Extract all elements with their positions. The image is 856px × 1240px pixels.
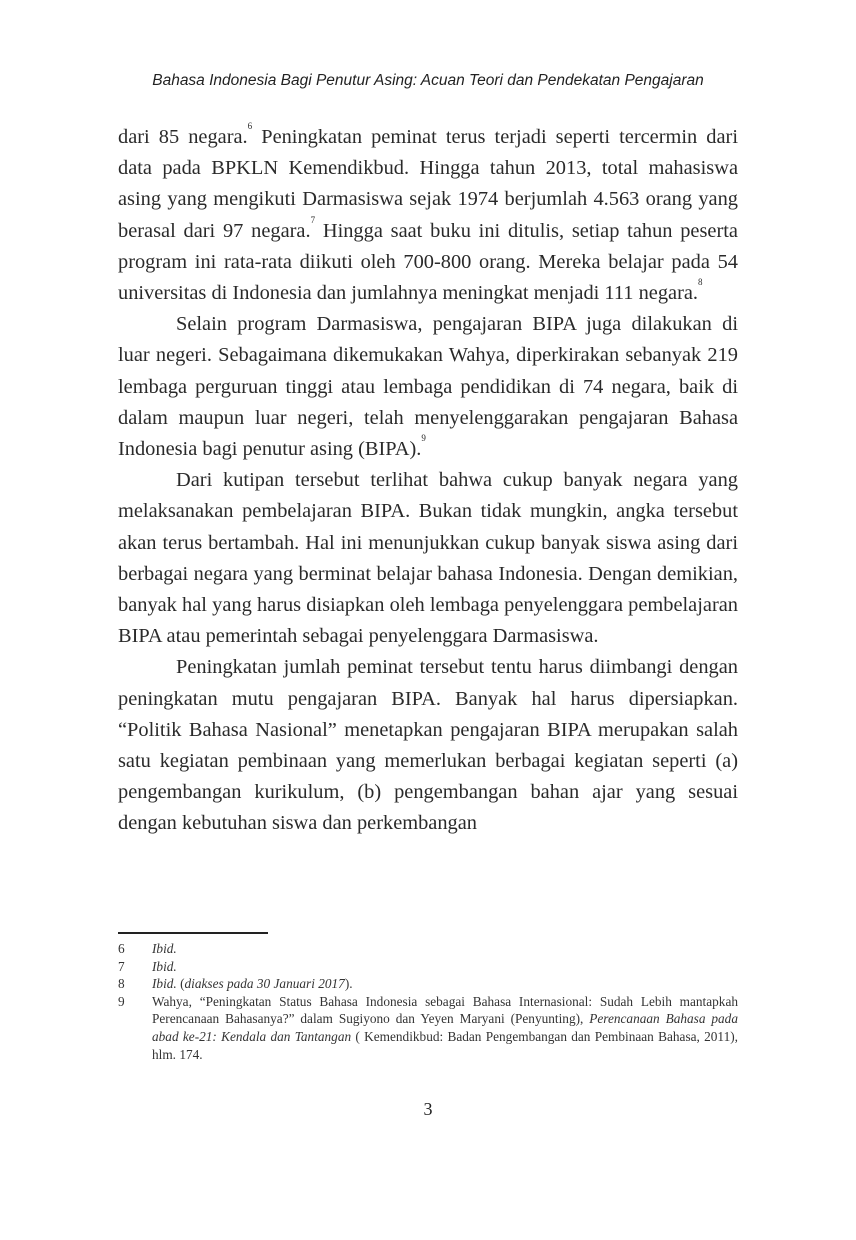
footnote xyxy=(118,958,738,976)
text-segment: Selain program Darmasiswa, pengajaran BIPA juga dilakukan di luar negeri. Sebagaimana dikemukakan Wahya, diperkirakan sebanyak 219 lembaga perguruan tinggi atau lembaga pendidikan di 74 negara, baik di dalam maupun luar negeri, telah menyelenggarakan pengajaran Bahasa Indonesia bagi penutur asing (BIPA). xyxy=(118,313,738,461)
footnote-ref: 7 xyxy=(310,214,316,225)
running-head: Bahasa Indonesia Bagi Penutur Asing: Acuan Teori dan Pendekatan Pengajaran xyxy=(152,72,704,89)
italic-text: Ibid. xyxy=(152,941,177,956)
footnote-ref: 6 xyxy=(247,121,253,131)
footnote-divider xyxy=(118,932,268,934)
italic-text: Ibid. xyxy=(152,976,177,992)
paragraph xyxy=(118,652,738,839)
italic-text: Perencanaan Bahasa pada abad ke-21: Kendala dan Tantangan xyxy=(152,1011,738,1044)
footnote xyxy=(118,993,738,1063)
text-segment: Dari kutipan tersebut terlihat bahwa cukup banyak negara yang melaksanakan pembelajaran BIPA. Bukan tidak mungkin, angka tersebut akan terus bertambah. Hal ini menunjukkan cukup banyak siswa asing dari berbagai negara yang berminat belajar bahasa Indonesia. Dengan demikian, banyak hal yang harus disiapkan oleh lembaga penyelenggara pembelajaran BIPA atau pemerintah sebagai penyelenggara Darmasiswa. xyxy=(118,469,738,648)
footnote-text xyxy=(152,993,738,1063)
paragraph xyxy=(118,465,738,652)
text-segment: ( xyxy=(176,976,185,992)
text-segment: Wahya, “Peningkatan Status Bahasa Indonesia sebagai Bahasa Internasional: Sudah Lebih mantapkah Perencanaan Bahasanya?” dalam Sugiyono dan Yeyen Maryani (Penyunting), xyxy=(152,993,738,1027)
text-segment: ( Kemendikbud: Badan Pengembangan dan Pembinaan Bahasa, 2011), hlm. 174. xyxy=(152,1028,738,1062)
italic-text: Ibid. xyxy=(152,958,177,974)
text-segment: dari 85 negara. xyxy=(118,126,248,148)
footnote-text xyxy=(152,975,738,993)
body-text xyxy=(118,122,738,840)
footnote-text xyxy=(152,958,738,976)
footnote-ref: 8 xyxy=(698,277,703,288)
text-segment: ). xyxy=(344,976,353,992)
footnote-number: 9 xyxy=(118,993,125,1009)
footnote-number: 8 xyxy=(118,976,125,992)
text-segment: Peningkatan jumlah peminat tersebut tentu harus diimbangi dengan peningkatan mutu pengajaran BIPA. Banyak hal harus dipersiapkan. “Politik Bahasa Nasional” menetapkan pengajaran BIPA merupakan salah satu kegiatan pembinaan yang memerlukan berbagai kegiatan seperti (a) pengembangan kurikulum, (b) pengembangan bahan ajar yang sesuai dengan kebutuhan siswa dan perkembangan xyxy=(118,656,738,835)
footnotes xyxy=(118,940,738,1063)
footnote-text xyxy=(152,940,738,958)
italic-text: diakses pada 30 Januari 2017 xyxy=(184,976,345,992)
paragraph xyxy=(118,309,738,465)
page-number: 3 xyxy=(423,1099,433,1119)
footnote xyxy=(118,940,738,958)
footnote-number: 7 xyxy=(118,958,125,974)
footnote-ref: 9 xyxy=(421,433,426,444)
text-segment: Hingga saat buku ini ditulis, setiap tahun peserta program ini rata-rata diikuti oleh 700-800 orang. Mereka belajar pada 54 universitas di Indonesia dan jumlahnya meningkat menjadi 111 negara. xyxy=(118,219,738,305)
paragraph xyxy=(118,122,738,309)
footnote-number: 6 xyxy=(118,941,125,956)
footnote xyxy=(118,975,738,993)
text-segment: Peningkatan peminat terus terjadi seperti tercermin dari data pada BPKLN Kemendikbud. Hingga tahun 2013, total mahasiswa asing yang mengikuti Darmasiswa sejak 1974 berjumlah 4.563 orang yang berasal dari 97 negara. xyxy=(118,126,738,242)
